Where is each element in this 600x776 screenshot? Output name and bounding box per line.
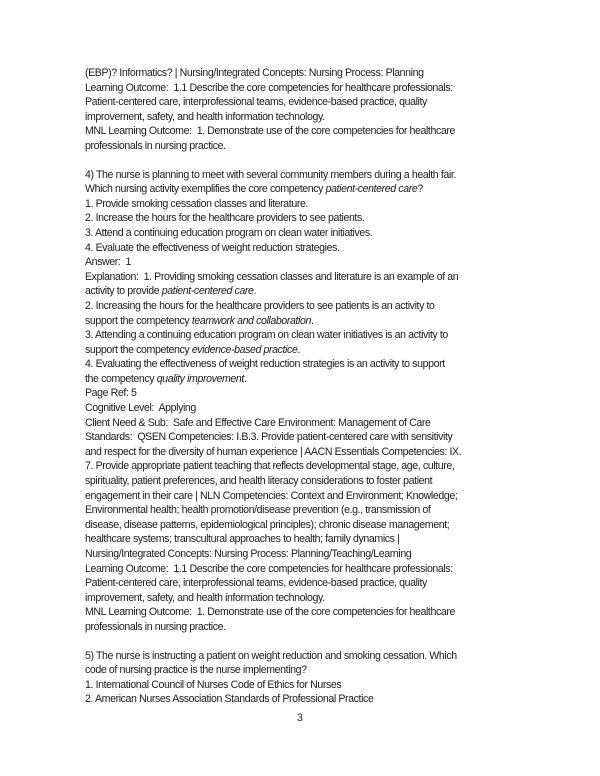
text-line — [85, 66, 555, 81]
text-line — [85, 197, 555, 212]
text-line — [85, 678, 555, 693]
text-line — [85, 139, 555, 154]
text-run: 1. Provide smoking cessation classes and literature. — [85, 197, 308, 210]
text-run: 4. Evaluate the effectiveness of weight reduction strategies. — [85, 241, 340, 254]
italic-text-run: patient-centered care — [325, 183, 418, 196]
text-run: disease, disease patterns, epidemiological principles); chronic disease management; — [85, 518, 450, 531]
text-run: Client Need & Sub: Safe and Effective Care Environment: Management of Care — [85, 416, 431, 429]
text-line — [85, 211, 555, 226]
italic-text-run: teamwork and collaboration — [191, 314, 311, 327]
text-run: improvement, safety, and health information technology. — [85, 591, 325, 604]
text-line — [85, 474, 555, 489]
text-line — [85, 95, 555, 110]
text-run: . — [243, 372, 247, 385]
text-run: 2. American Nurses Association Standards of Professional Practice — [85, 693, 374, 706]
text-run: Nursing/Integrated Concepts: Nursing Process: Planning/Teaching/Learning — [85, 548, 412, 560]
text-run: (EBP)? Informatics? | Nursing/Integrated Concepts: Nursing Process: Planning — [85, 67, 424, 79]
text-line — [85, 605, 555, 620]
text-line — [85, 328, 555, 343]
text-run: Patient-centered care, interprofessional teams, evidence-based practice, quality — [85, 96, 427, 109]
text-run: the competency — [85, 372, 157, 385]
text-run: 1. International Council of Nurses Code of Ethics for Nurses — [85, 678, 342, 691]
text-line — [85, 386, 555, 401]
text-run: engagement in their care | NLN Competencies: Context and Environment; Knowledge; — [85, 489, 458, 502]
text-line — [85, 124, 555, 139]
text-run: Explanation: 1. Providing smoking cessation classes and literature is an example of an — [85, 270, 459, 283]
text-run: ? — [417, 183, 423, 196]
text-line — [85, 430, 555, 445]
text-run: support the competency — [85, 314, 192, 327]
text-run: Learning Outcome: 1.1 Describe the core competencies for healthcare professionals: — [85, 81, 453, 94]
text-line — [85, 372, 555, 387]
text-run: activity to provide — [85, 285, 162, 298]
text-line — [85, 416, 555, 431]
italic-text-run: evidence-based practice — [191, 343, 298, 356]
text-run: . — [297, 343, 300, 356]
text-line — [85, 299, 555, 314]
text-line — [85, 357, 555, 372]
text-run: Page Ref: 5 — [85, 387, 137, 400]
text-run: Environmental health; health promotion/disease prevention (e.g., transmission of — [85, 504, 431, 517]
page-number: 3 — [297, 712, 303, 724]
text-run: code of nursing practice is the nurse implementing? — [85, 664, 307, 677]
text-run: 5) The nurse is instructing a patient on weight reduction and smoking cessation. Which — [85, 649, 457, 662]
text-run: 7. Provide appropriate patient teaching that reflects developmental stage, age, culture, — [85, 460, 455, 473]
text-line — [85, 576, 555, 591]
text-run: improvement, safety, and health information technology. — [85, 110, 325, 123]
text-line — [85, 110, 555, 125]
question-4 — [85, 168, 555, 635]
text-run: support the competency — [85, 343, 192, 356]
text-line — [85, 489, 555, 504]
text-run: 3. Attend a continuing education program on clean water initiatives. — [85, 226, 373, 239]
text-run: professionals in nursing practice. — [85, 139, 226, 152]
text-line — [85, 459, 555, 474]
text-line — [85, 591, 555, 606]
text-run: spirituality, patient preferences, and health literacy considerations to foster patient — [85, 475, 433, 488]
text-run: healthcare systems; transcultural approaches to health; family dynamics | — [85, 533, 400, 546]
text-run: Answer: 1 — [85, 256, 132, 269]
text-line — [85, 445, 555, 460]
text-run: Standards: QSEN Competencies: I.B.3. Provide patient-centered care with sensitivity — [85, 431, 453, 444]
text-run: 2. Increase the hours for the healthcare providers to see patients. — [85, 212, 365, 225]
text-line — [85, 663, 555, 678]
text-line — [85, 649, 555, 664]
text-line — [85, 314, 555, 329]
text-line — [85, 401, 555, 416]
text-line — [85, 562, 555, 577]
text-line — [85, 182, 555, 197]
italic-text-run: patient-centered care — [161, 285, 254, 298]
text-line — [85, 284, 555, 299]
text-run: MNL Learning Outcome: 1. Demonstrate use of the core competencies for healthcare — [85, 125, 455, 138]
text-line — [85, 503, 555, 518]
text-line — [85, 343, 555, 358]
text-run: 3. Attending a continuing education program on clean water initiatives is an activity to — [85, 329, 448, 342]
text-line — [85, 547, 555, 562]
text-run: Patient-centered care, interprofessional teams, evidence-based practice, quality — [85, 577, 427, 590]
text-run: professionals in nursing practice. — [85, 620, 226, 633]
text-run: and respect for the diversity of human experience | AACN Essentials Competencies: IX. — [85, 445, 462, 458]
text-run: 2. Increasing the hours for the healthcare providers to see patients is an activity to — [85, 299, 435, 312]
document-body — [85, 66, 555, 707]
text-run: . — [310, 314, 314, 327]
text-line — [85, 518, 555, 533]
question-3-metadata-continuation — [85, 66, 555, 154]
text-run: MNL Learning Outcome: 1. Demonstrate use of the core competencies for healthcare — [85, 606, 455, 619]
text-line — [85, 270, 555, 285]
text-line — [85, 532, 555, 547]
text-run: . — [253, 285, 257, 298]
text-line — [85, 241, 555, 256]
italic-text-run: quality improvement — [156, 372, 244, 385]
question-5 — [85, 649, 555, 707]
text-run: Which nursing activity exemplifies the core competency — [85, 183, 326, 196]
text-run: 4. Evaluating the effectiveness of weight reduction strategies is an activity to support — [85, 358, 445, 371]
text-run: Cognitive Level: Applying — [85, 402, 196, 415]
text-line — [85, 620, 555, 635]
text-run: Learning Outcome: 1.1 Describe the core competencies for healthcare professionals: — [85, 562, 453, 575]
text-line — [85, 81, 555, 96]
text-run: 4) The nurse is planning to meet with several community members during a health fair. — [85, 168, 456, 181]
text-line — [85, 226, 555, 241]
text-line — [85, 168, 555, 183]
text-line — [85, 255, 555, 270]
text-line — [85, 692, 555, 707]
